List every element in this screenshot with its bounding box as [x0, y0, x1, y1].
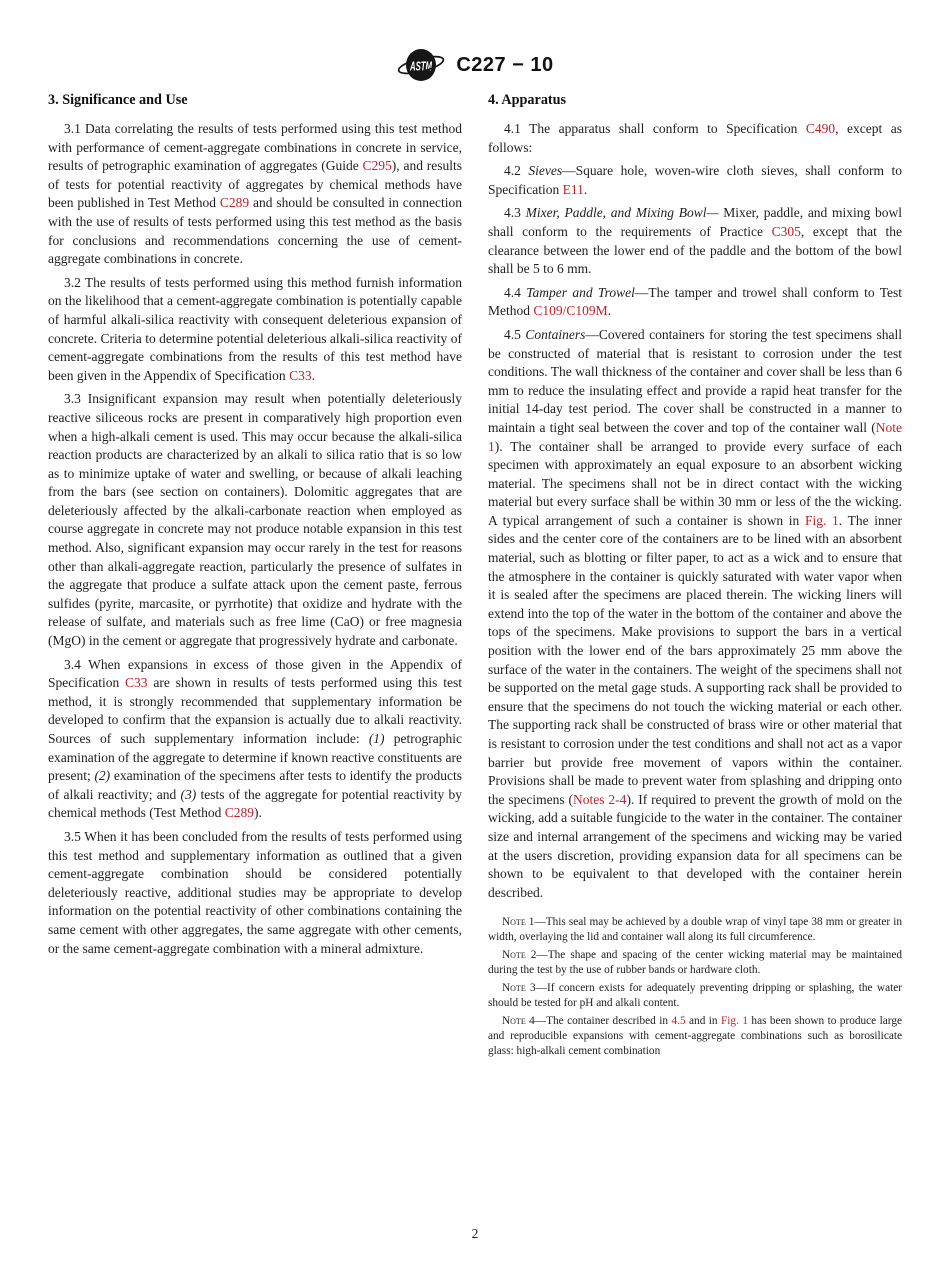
- note-3: [488, 981, 902, 1011]
- paragraph-4-3: [488, 204, 902, 278]
- section-heading-apparatus: 4. Apparatus: [488, 92, 567, 108]
- paragraph-3-5: [48, 828, 462, 958]
- text-segment: Containers: [525, 326, 586, 342]
- ref-link[interactable]: Note 1: [488, 419, 902, 454]
- note-4: [488, 1014, 902, 1059]
- text-segment: are shown in results of tests performed using this test method, it is strongly recommended that supplementary information be developed to confirm that the expansion is actually due to alkali reactivity. Sources of such supplementary information include:: [48, 675, 462, 746]
- ref-link[interactable]: E11: [562, 181, 584, 197]
- text-segment: —The tamper and trowel shall conform to Test Method: [488, 284, 902, 319]
- text-segment: .: [607, 303, 612, 319]
- page-number: 2: [471, 1226, 479, 1241]
- text-segment: Sieves: [528, 163, 563, 179]
- text-segment: tests of the aggregate for potential reactivity by chemical methods (Test Method: [48, 786, 462, 821]
- note-1: [488, 915, 902, 945]
- text-segment: Note 3: [502, 981, 536, 994]
- text-segment: —This seal may be achieved by a double wrap of vinyl tape 38 mm or greater in width, overlaying the lid and container wall along its full circumference.: [488, 916, 902, 944]
- text-segment: Note 4: [502, 1014, 535, 1027]
- paragraph-3-3: [48, 390, 462, 650]
- left-column: [48, 92, 462, 1062]
- text-segment: 3.2 The results of tests performed using this method furnish information on the likelihood that a cement-aggregate combination is potentially capable of harmful alkali-silica reactivity with consequent deleterious expansion of concrete. Criteria to determine potential deleterious alkali-silica reactivity of cement-aggregate combinations from the results of this test method have been given in the Appendix of Specification: [48, 274, 462, 383]
- text-segment: 3.3 Insignificant expansion may result when potentially deleteriously reactive siliceous rocks are present in comparatively high proportion even when a high-alkali cement is used. This may occur because the alkali-silica reaction products are characterized by an alkali to silica ratio that is so low as to minimize uptake of water and swelling, or because of alkali leaching from the bars (see section on containers). Dolomitic aggregates that are deleteriously affected by the alkali-carbonate reaction when employed as course aggregate in concrete may not produce notable expansion in this test method. Also, significant expansion may occur rarely in the test for reasons other than alkali-aggregate reaction, particularly the presence of sulfates in the aggregate that produce a sulfate attack upon the cement paste, ferrous sulfides (pyrite, marcasite, or pyrrhotite) that oxidize and hydrate with the release of sulfate, and materials such as free lime (CaO) or free magnesia (MgO) in the cement or aggregate that progressively hydrate and carbonate.: [48, 391, 462, 649]
- section-heading-significance: 3. Significance and Use: [48, 92, 188, 108]
- text-segment: 4.3: [504, 205, 526, 221]
- paragraph-4-2: [488, 162, 902, 199]
- text-segment: 3.4 When expansions in excess of those given in the Appendix of Specification: [48, 656, 462, 691]
- notes-block: [488, 915, 902, 1058]
- ref-link[interactable]: C33: [289, 367, 312, 383]
- text-segment: 4.5: [504, 326, 526, 342]
- text-segment: 3.1 Data correlating the results of tests performed using this test method with performance of cement-aggregate combinations in concrete in service, results of petrographic examination of aggregates (Guide: [48, 121, 462, 174]
- text-segment: Mixer, paddle, and mixing bowl shall conform to the requirements of Practice: [488, 205, 903, 239]
- ref-link[interactable]: Fig. 1: [721, 1014, 748, 1027]
- text-segment: , except that the clearance between the lower end of the paddle and the bottom of the bowl shall be 5 to 6 mm.: [488, 223, 903, 277]
- text-segment: Note 2: [502, 949, 537, 962]
- text-segment: has been shown to produce large and reproducible expansions with cement-aggregate combinations such as borosilicate glass: high-alkali cement combination: [488, 1014, 902, 1057]
- text-segment: .: [311, 367, 315, 383]
- text-segment: Note 1: [502, 916, 535, 929]
- ref-link[interactable]: C33: [125, 675, 148, 691]
- text-segment: (2): [94, 768, 111, 784]
- svg-text:ASTM: ASTM: [409, 58, 434, 74]
- text-segment: —The shape and spacing of the center wicking material may be maintained during the test by the use of rubber bands or hardware cloth.: [488, 949, 902, 977]
- ref-link[interactable]: C289: [224, 805, 255, 821]
- text-segment: , except as follows:: [488, 121, 902, 155]
- text-segment: Tamper and Trowel: [526, 284, 635, 300]
- text-segment: examination of the specimens after tests to identify the products of alkali reactivity; and: [48, 768, 462, 802]
- ref-link[interactable]: C305: [771, 223, 801, 239]
- paragraph-3-2: [48, 274, 462, 386]
- text-segment: and in: [685, 1014, 721, 1027]
- text-segment: . The inner sides and the center core of the containers are to be lined with an absorbent material, such as blotting or filter paper, to act as a wick and to ensure that the atmosphere in the container is quickly saturated with water vapor when it is sealed after the specimens are placed therein. The wicking liners will extend into the top of the water in the bottom of the container and above the tops of the specimens. Make provisions to support the bars in a vertical position with the lower end of the bars approximately 25 mm above the surface of the water in the containers. The weight of the specimens shall not be supported on the metal gage studs. A supporting rack shall be provided to ensure that the specimens do not touch the wicking material or each other. The supporting rack shall be constructed of brass wire or other material that is resistant to corrosion under the test conditions and shall not act as a vapor barrier but provide free movement of vapors within the container. Provisions shall be made to prevent water from splashing and dripping onto the specimens (: [488, 512, 903, 807]
- paragraph-3-4: [48, 656, 462, 823]
- ref-link[interactable]: C289: [219, 195, 250, 211]
- text-segment: —Square hole, woven-wire cloth sieves, shall conform to Specification: [488, 163, 903, 197]
- ref-link[interactable]: Fig. 1: [804, 512, 839, 528]
- page-header: [0, 44, 950, 86]
- ref-link[interactable]: C295: [362, 158, 392, 174]
- ref-link[interactable]: C490: [805, 121, 836, 136]
- text-segment: (1): [368, 731, 385, 746]
- text-segment: Mixer, Paddle, and Mixing Bowl—: [525, 205, 719, 221]
- text-segment: ). The container shall be arranged to provide every surface of each specimen with approximately an equal exposure to an absorbent wicking material. The specimens shall not be in direct contact with the wicking material but every surface shall be within 30 mm or less of the the wicking. A typical arrangement of such a container is shown in: [488, 438, 902, 528]
- text-segment: —Covered containers for storing the test specimens shall be constructed of material that is resistant to corrosion under the test conditions. The wall thickness of the container and cover shall be less than 6 mm to reduce the insulating effect and provide a rapid heat transfer for the initial 14-day test period. The cover shall be constructed in a manner to maintain a tight seal between the cover and top of the container wall (: [488, 326, 902, 435]
- text-segment: ). If required to prevent the growth of mold on the wicking, add a suitable fungicide to the water in the container. The container size and internal arrangement of the specimens and wicking may be varied at the users discretion, providing expansion data for all specimens can be shown to be equivalent to that developed with the container herein described.: [488, 791, 902, 900]
- text-segment: 4.1 The apparatus shall conform to Specification: [504, 121, 806, 136]
- paragraph-4-1: [488, 120, 902, 157]
- text-segment: 3.5 When it has been concluded from the results of tests performed using this test method and supplementary information as outlined that a given cement-aggregate combination should be considered potentially deleteriously reactive, additional studies may be appropriate to develop information on the potential reactivity of other combinations containing the same cement with other aggregates, the same aggregate with other cements, or the same cement-aggregate combination with a mineral admixture.: [48, 828, 462, 956]
- right-column: [488, 92, 902, 1062]
- note-2: [488, 948, 902, 978]
- text-segment: (3): [180, 786, 197, 802]
- ref-link[interactable]: 4.5: [671, 1014, 686, 1027]
- text-segment: ), and results of tests for potential reactivity of aggregates by chemical methods have been published in Test Method: [48, 158, 463, 211]
- text-segment: 4.4: [504, 284, 527, 300]
- text-segment: petrographic examination of the aggregate to determine if known reactive constituents are present;: [48, 731, 463, 784]
- astm-logo: [396, 44, 446, 86]
- paragraph-3-1: [48, 120, 462, 269]
- paragraph-4-4: [488, 284, 902, 321]
- text-segment: ).: [254, 805, 262, 821]
- text-segment: —If concern exists for adequately preventing dripping or splashing, the water should be tested for pH and alkali content.: [488, 981, 902, 1009]
- doc-code: C227 − 10: [456, 53, 554, 76]
- ref-link[interactable]: Notes 2-4: [573, 791, 627, 807]
- document-body: [48, 92, 902, 1062]
- text-segment: 4.2: [504, 163, 529, 179]
- paragraph-4-5: [488, 326, 902, 902]
- text-segment: .: [583, 181, 588, 197]
- ref-link[interactable]: C109/C109M: [533, 303, 608, 319]
- page-footer: [0, 1226, 950, 1242]
- text-segment: —The container described in: [534, 1014, 672, 1027]
- text-segment: and should be consulted in connection with the use of results of tests performed using this test method as the basis for conclusions and recommendations concerning the use of cement-aggregate combinations in concrete.: [48, 195, 462, 267]
